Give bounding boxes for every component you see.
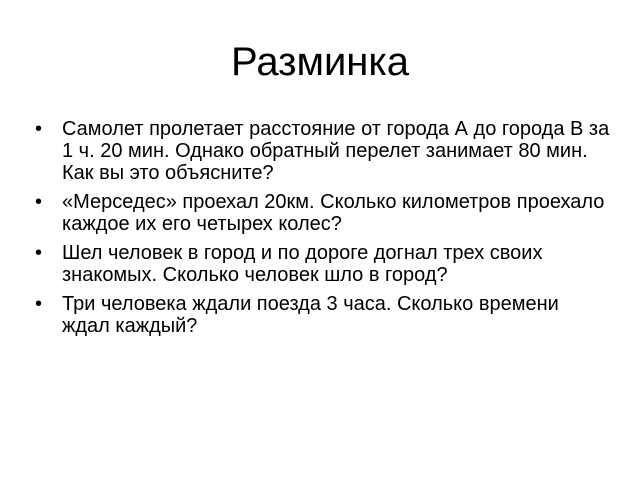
list-item: [32, 242, 612, 286]
list-item: [32, 293, 612, 337]
bullet-icon: •: [35, 191, 43, 213]
bullet-list: [32, 118, 612, 344]
bullet-icon: •: [35, 293, 43, 315]
bullet-icon: •: [35, 118, 43, 140]
list-item-text: Самолет пролетает расстояние от города А до города В за 1 ч. 20 мин. Однако обратный перелет занимает 80 мин. Как вы это объясните?: [62, 118, 610, 184]
bullet-icon: •: [35, 242, 43, 264]
list-item-text: Шел человек в город и по дороге догнал трех своих знакомых. Сколько человек шло в город?: [62, 242, 543, 286]
list-item: [32, 118, 612, 184]
list-item: [32, 191, 612, 235]
list-item-text: «Мерседес» проехал 20км. Сколько километров проехало каждое их его четырех колес?: [62, 191, 605, 235]
list-item-text: Три человека ждали поезда 3 часа. Сколько времени ждал каждый?: [62, 293, 559, 337]
slide-title: Разминка: [230, 40, 410, 84]
